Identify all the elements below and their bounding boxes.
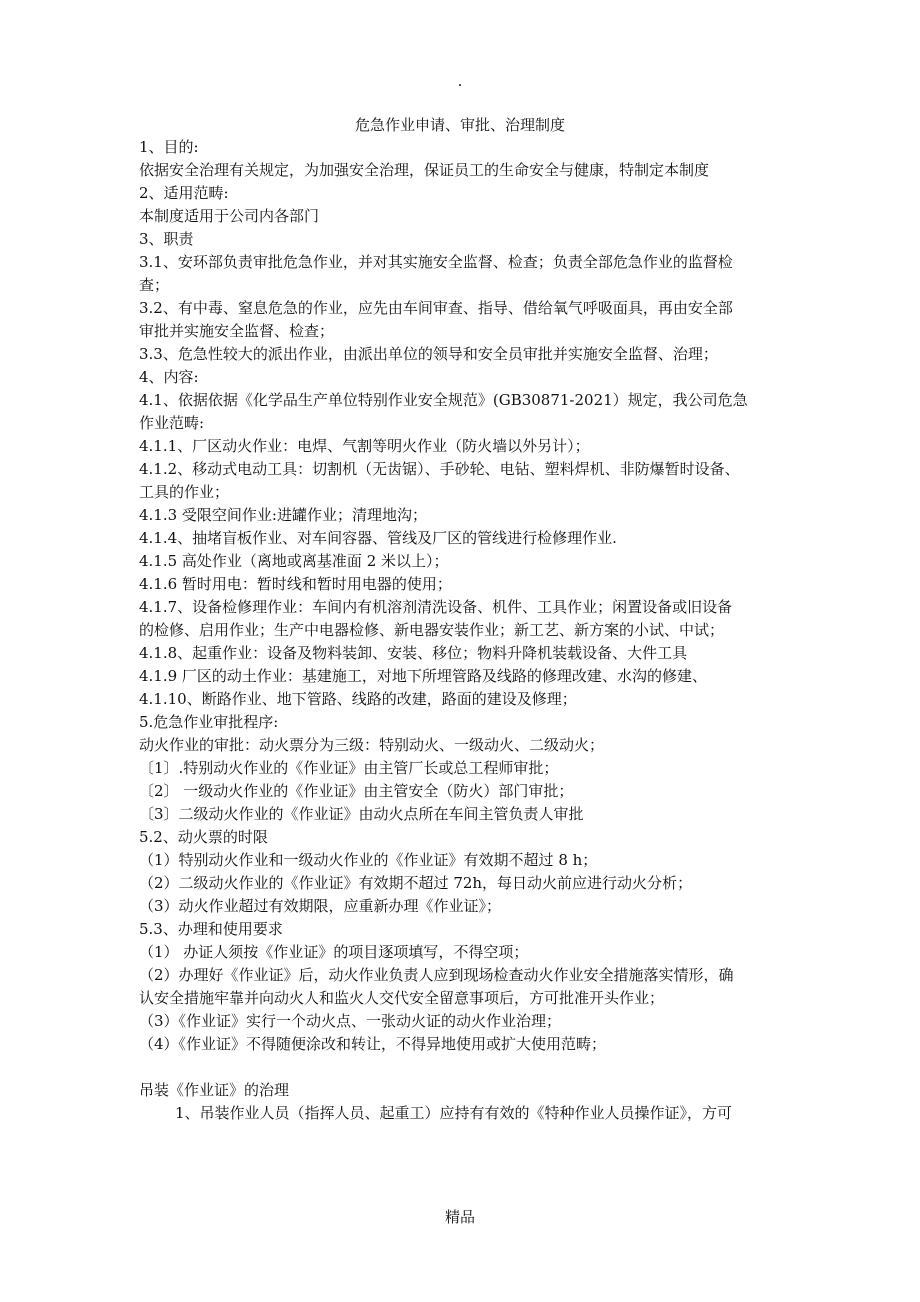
text-line: 3.2、有中毒、窒息危急的作业，应先由车间审查、指导、借给氧气呼吸面具，再由安全部 <box>139 299 733 317</box>
document-title: 危急作业申请、审批、治理制度 <box>354 116 565 134</box>
document-body <box>139 136 789 1125</box>
text-line: 4.1.6 暂时用电：暂时线和暂时用电器的使用； <box>139 575 452 593</box>
text-line: 的检修、启用作业；生产中电器检修、新电器安装作业；新工艺、新方案的小试、中试； <box>139 621 725 639</box>
text-line: （3）《作业证》实行一个动火点、一张动火证的动火作业治理； <box>139 1012 562 1030</box>
text-line: （1）特别动火作业和一级动火作业的《作业证》有效期不超过 8 h； <box>139 851 598 869</box>
text-line: （2）二级动火作业的《作业证》有效期不超过 72h，每日动火前应进行动火分析； <box>139 874 693 892</box>
text-line: 本制度适用于公司内各部门 <box>139 207 320 225</box>
paragraph-gap <box>139 1056 789 1079</box>
text-line: 4.1.7、设备检修理作业：车间内有机溶剂清洗设备、机件、工具作业；闲置设备或旧设备 <box>139 598 733 616</box>
text-line: 〔1〕.特别动火作业的《作业证》由主管厂长或总工程师审批； <box>139 759 559 777</box>
text-line: 动火作业的审批：动火票分为三级：特别动火、一级动火、二级动火； <box>139 736 605 754</box>
text-line: 认安全措施牢靠并向动火人和监火人交代安全留意事项后，方可批准开头作业； <box>139 989 665 1007</box>
paragraph-lines <box>139 136 789 1056</box>
text-line: （4）《作业证》不得随便涂改和转让，不得异地使用或扩大使用范畴； <box>139 1035 607 1053</box>
text-line: 〔2〕 一级动火作业的《作业证》由主管安全（防火）部门审批； <box>139 782 574 800</box>
text-line: 依据安全治理有关规定，为加强安全治理，保证员工的生命安全与健康，特制定本制度 <box>139 161 710 179</box>
text-line: 审批并实施安全监督、检查； <box>139 322 335 340</box>
text-line: 5.3、办理和使用要求 <box>139 920 283 938</box>
text-line: 4.1.9 厂区的动土作业：基建施工，对地下所埋管路及线路的修理改建、水沟的修建、 <box>139 667 707 685</box>
text-line: 〔3〕二级动火作业的《作业证》由动火点所在车间主管负责人审批 <box>139 805 584 823</box>
text-line: （3）动火作业超过有效期限，应重新办理《作业证》； <box>139 897 502 915</box>
text-line: 3、职责 <box>139 230 194 248</box>
text-line: （1） 办证人须按《作业证》的项目逐项填写，不得空项； <box>139 943 529 961</box>
text-line: 4、内容: <box>139 368 199 386</box>
section-first-line: 1、吊装作业人员（指挥人员、起重工）应持有有效的《特种作业人员操作证》，方可 <box>175 1104 733 1122</box>
text-line: 3.1、安环部负责审批危急作业，并对其实施安全监督、检查；负责全部危急作业的监督检 <box>139 253 733 271</box>
text-line: 工具的作业； <box>139 483 230 501</box>
text-line: 5.危急作业审批程序: <box>139 713 279 731</box>
text-line: 4.1.1、厂区动火作业：电焊、气割等明火作业（防火墙以外另计）； <box>139 437 590 455</box>
text-line: 2、适用范畴: <box>139 184 229 202</box>
section-title: 吊装《作业证》的治理 <box>139 1081 290 1099</box>
text-line: 4.1、依据依据《化学品生产单位特别作业安全规范》(GB30871-2021）规定，我公司危急 <box>139 391 748 409</box>
text-line: 4.1.5 高处作业（离地或离基准面 2 米以上）； <box>139 552 449 570</box>
text-line: 3.3、危急性较大的派出作业，由派出单位的领导和安全员审批并实施安全监督、治理； <box>139 345 718 363</box>
text-line: 5.2、动火票的时限 <box>139 828 268 846</box>
text-line: 4.1.3 受限空间作业:进罐作业；清理地沟； <box>139 506 427 524</box>
text-line: 1、目的: <box>139 138 199 156</box>
header-dot: . <box>457 72 463 90</box>
text-line: 4.1.8、起重作业：设备及物料装卸、安装、移位；物料升降机装载设备、大件工具 <box>139 644 688 662</box>
text-line: 4.1.10、断路作业、地下管路、线路的改建，路面的建设及修理； <box>139 690 577 708</box>
text-line: （2）办理好《作业证》后，动火作业负责人应到现场检查动火作业安全措施落实情形，确 <box>139 966 734 984</box>
text-line: 查； <box>139 276 170 294</box>
footer-label: 精品 <box>444 1208 475 1226</box>
text-line: 4.1.4、抽堵盲板作业、对车间容器、管线及厂区的管线进行检修理作业. <box>139 529 617 547</box>
text-line: 作业范畴: <box>139 414 205 432</box>
text-line: 4.1.2、移动式电动工具：切割机（无齿锯）、手砂轮、电钻、塑料焊机、非防爆暂时设备、 <box>139 460 740 478</box>
